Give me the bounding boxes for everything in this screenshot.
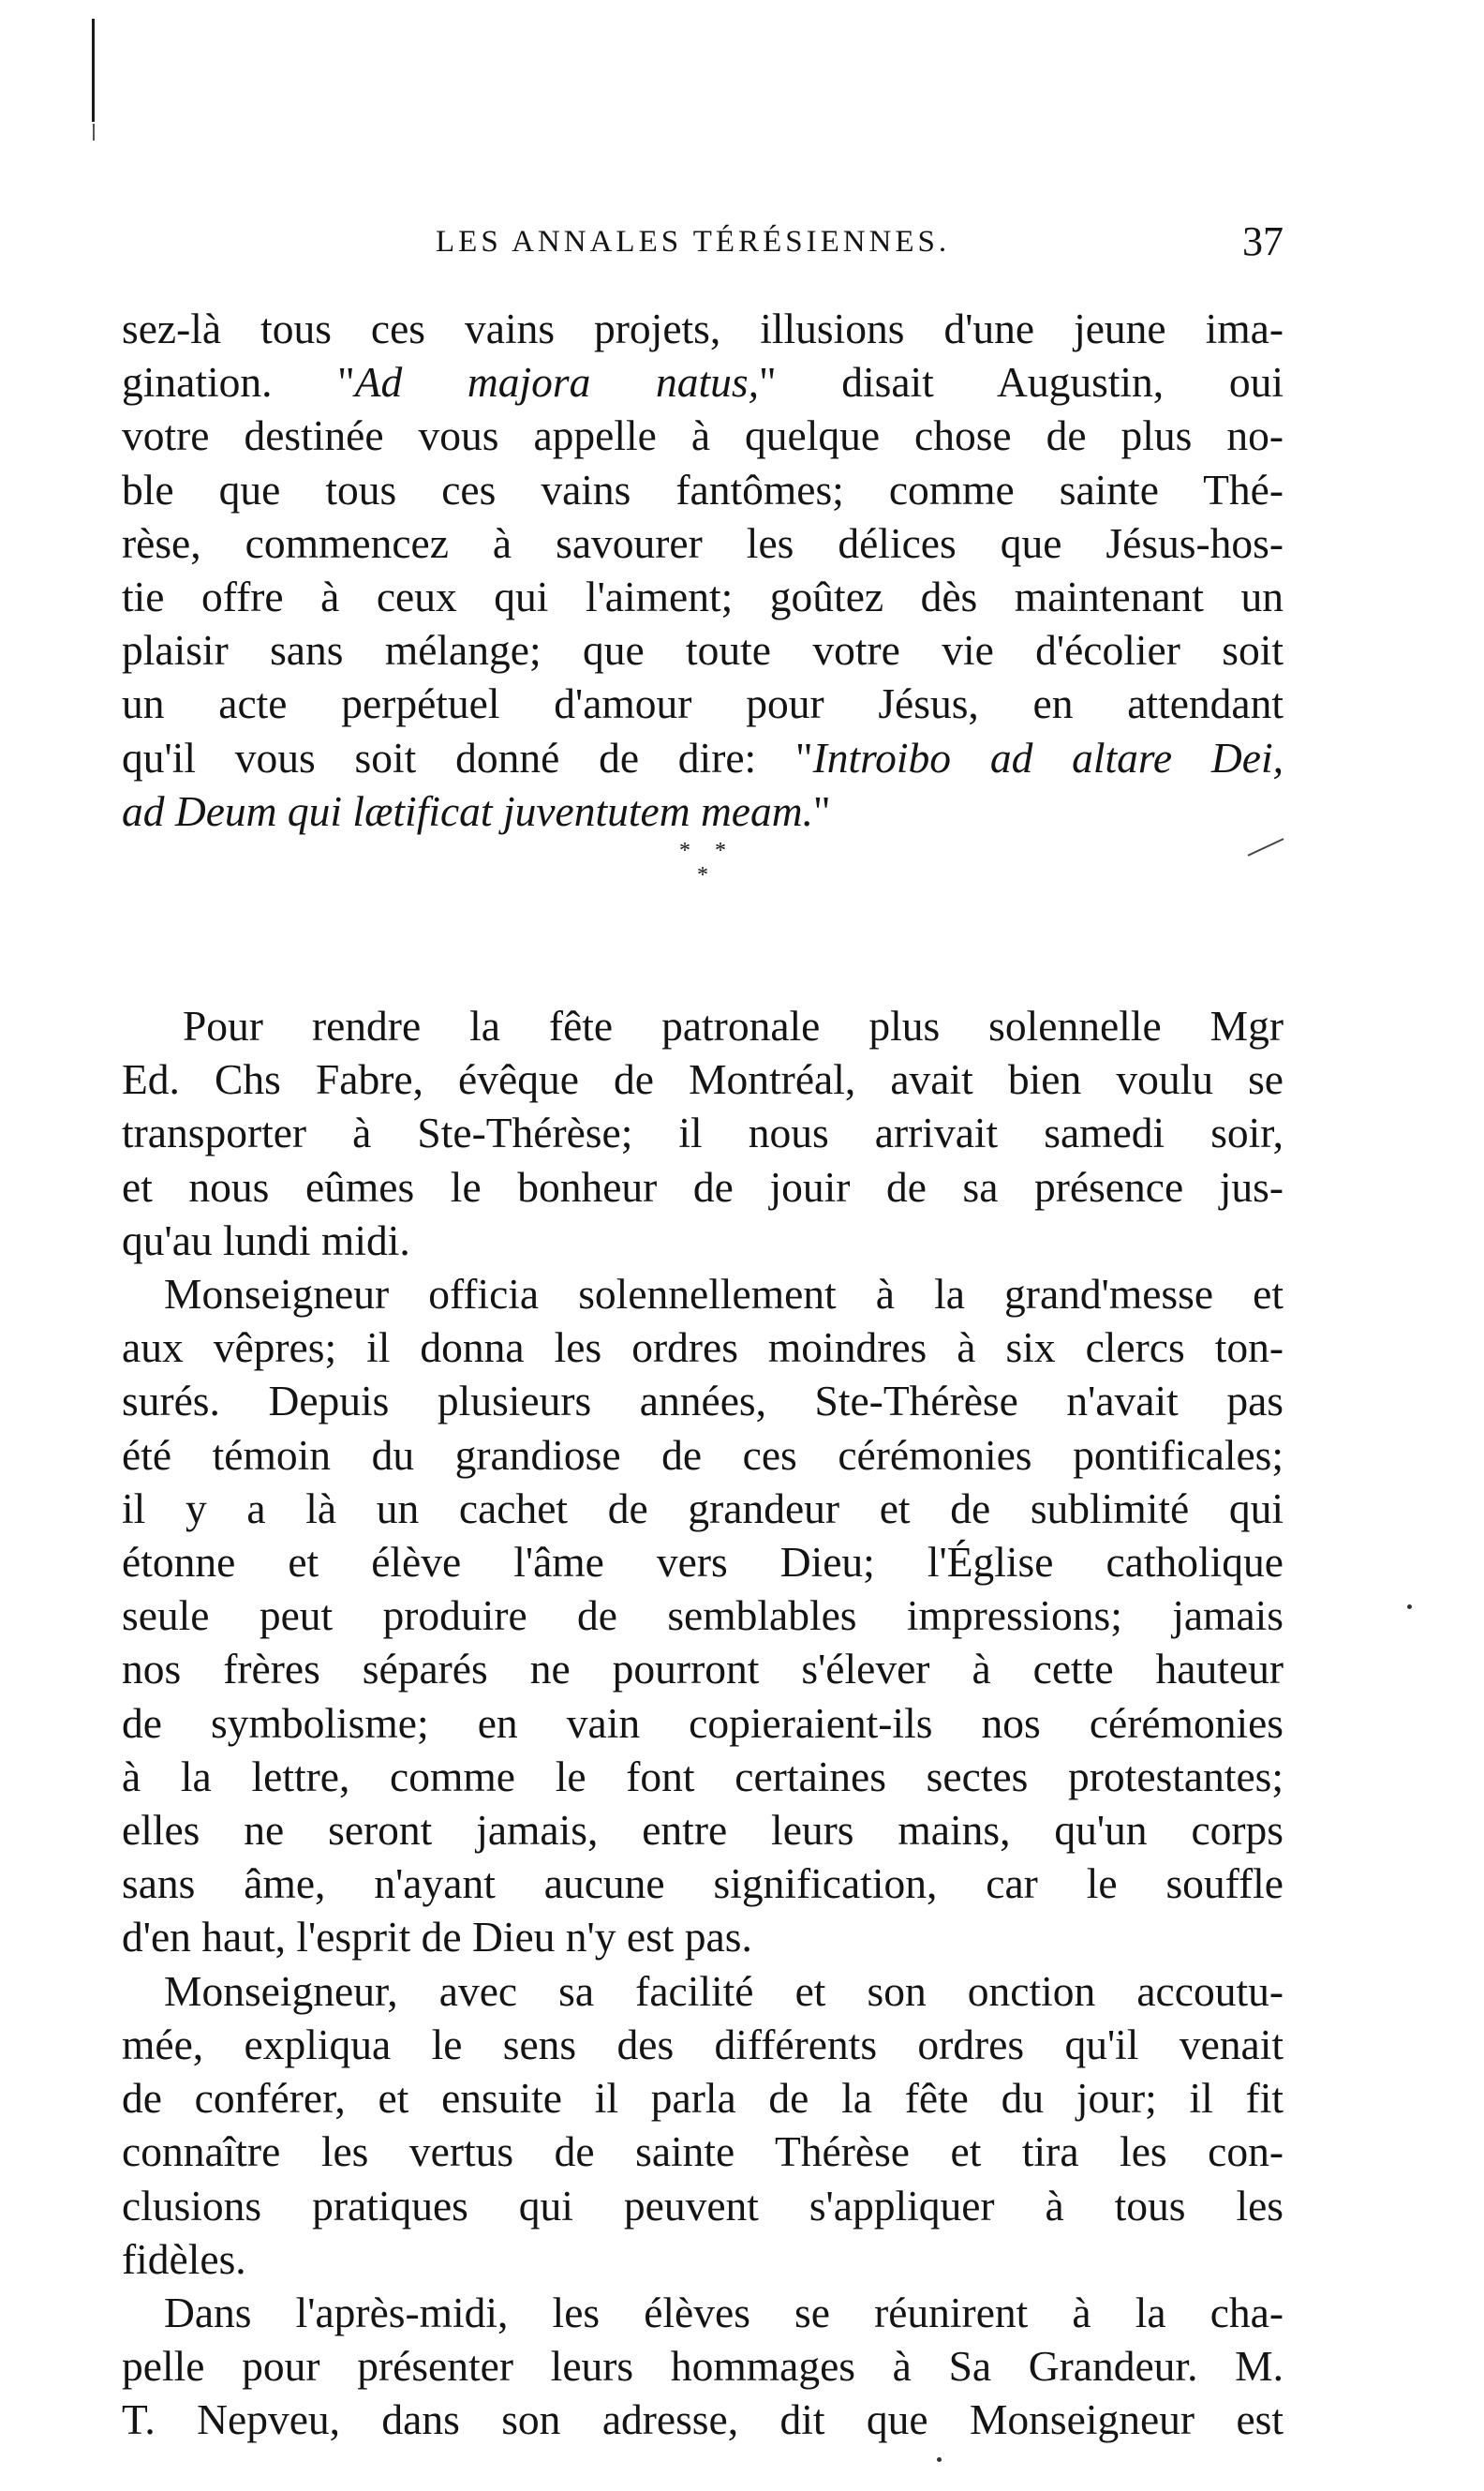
paragraph — [122, 999, 1284, 1267]
text-line: connaître les vertus de sainte Thérèse et tira les con- — [122, 2127, 1284, 2176]
paragraph — [122, 1964, 1284, 2286]
text-line: transporter à Ste-Thérèse; il nous arrivait samedi soir, — [122, 1109, 1284, 1157]
text-line: tie offre à ceux qui l'aiment; goûtez dès maintenant un — [122, 573, 1284, 621]
text-line: surés. Depuis plusieurs années, Ste-Thérèse n'avait pas — [122, 1377, 1284, 1425]
text-line: rèse, commencez à savourer les délices que Jésus-hos- — [122, 518, 1284, 567]
text-line: un acte perpétuel d'amour pour Jésus, en attendant — [122, 679, 1284, 728]
text-line: mée, expliqua le sens des différents ordres qu'il venait — [122, 2020, 1284, 2068]
running-head: LES ANNALES TÉRÉSIENNES. — [436, 225, 951, 259]
text-fragment: qu'il vous soit donné de dire: " — [122, 733, 813, 782]
text-line — [122, 784, 1284, 838]
text-line: qu'au lundi midi. — [122, 1216, 410, 1264]
section-break-spacer — [122, 838, 1284, 999]
text-line: Monseigneur officia solennellement à la grand'messe et — [164, 1270, 1284, 1319]
text-line: elles ne seront jamais, entre leurs mains, qu'un corps — [122, 1806, 1284, 1855]
text-line: sans âme, n'ayant aucune signification, car le souffle — [122, 1859, 1284, 1908]
asterism-row-bottom: * — [697, 863, 718, 888]
text-line: fidèles. — [122, 2234, 246, 2283]
text-line: plaisir sans mélange; que toute votre vie d'écolier soit — [122, 626, 1284, 675]
asterism-row-top: * * — [679, 839, 735, 863]
text-line: de conférer, et ensuite il parla de la fête du jour; il fit — [122, 2074, 1284, 2123]
latin-quote: Ad majora natus, — [354, 358, 760, 407]
text-line: pelle pour présenter leurs hommages à Sa Grandeur. M. — [122, 2342, 1284, 2391]
text-line: sez-là tous ces vains projets, illusions d'une jeune ima- — [122, 305, 1284, 352]
text-line: à la lettre, comme le font certaines sectes protestantes; — [122, 1752, 1284, 1800]
text-line: étonne et élève l'âme vers Dieu; l'Église catholique — [122, 1538, 1284, 1587]
stray-dot — [937, 2457, 942, 2462]
text-line: clusions pratiques qui peuvent s'appliquer à tous les — [122, 2181, 1284, 2230]
text-line: Monseigneur, avec sa facilité et son onction accoutu- — [164, 1966, 1284, 2015]
quote-close: " — [812, 786, 831, 835]
text-line: il y a là un cachet de grandeur et de sublimité qui — [122, 1484, 1284, 1532]
latin-quote: Introibo ad altare Dei, — [812, 733, 1284, 782]
latin-quote: ad Deum qui lætificat juventutem meam. — [122, 786, 813, 835]
paragraph — [122, 1267, 1284, 1964]
text-line: nos frères séparés ne pourront s'élever à cette hauteur — [122, 1645, 1284, 1693]
text-line: et nous eûmes le bonheur de jouir de sa présence jus- — [122, 1162, 1284, 1211]
paragraph-continuation — [122, 302, 1284, 838]
text-line: Pour rendre la fête patronale plus solennelle Mgr — [183, 1002, 1284, 1051]
quote-open: gination. " — [122, 358, 355, 407]
text-line — [122, 355, 1284, 409]
text-line: seule peut produire de semblables impressions; jamais — [122, 1591, 1284, 1640]
text-line: été témoin du grandiose de ces cérémonies pontificales; — [122, 1430, 1284, 1479]
text-line: de symbolisme; en vain copieraient-ils nos cérémonies — [122, 1698, 1284, 1747]
text-line: d'en haut, l'esprit de Dieu n'y est pas. — [122, 1913, 752, 1961]
body-text — [122, 302, 1284, 2447]
text-line: Dans l'après-midi, les élèves se réunirent à la cha- — [164, 2288, 1284, 2336]
page-number: 37 — [1242, 218, 1284, 264]
text-fragment: " disait Augustin, oui — [759, 358, 1284, 407]
text-line: ble que tous ces vains fantômes; comme sainte Thé- — [122, 465, 1284, 514]
text-line: T. Nepveu, dans son adresse, dit que Monseigneur est — [122, 2395, 1284, 2444]
text-line: Ed. Chs Fabre, évêque de Montréal, avait bien voulu se — [122, 1055, 1284, 1104]
text-line — [122, 731, 1284, 784]
page-header — [122, 217, 1284, 274]
paragraph — [122, 2286, 1284, 2447]
scan-edge-mark-fragment — [93, 124, 95, 141]
scan-edge-mark — [92, 19, 95, 122]
text-line: votre destinée vous appelle à quelque chose de plus no- — [122, 411, 1284, 460]
text-line: aux vêpres; il donna les ordres moindres à six clercs ton- — [122, 1323, 1284, 1372]
stray-dot — [1407, 1604, 1412, 1609]
